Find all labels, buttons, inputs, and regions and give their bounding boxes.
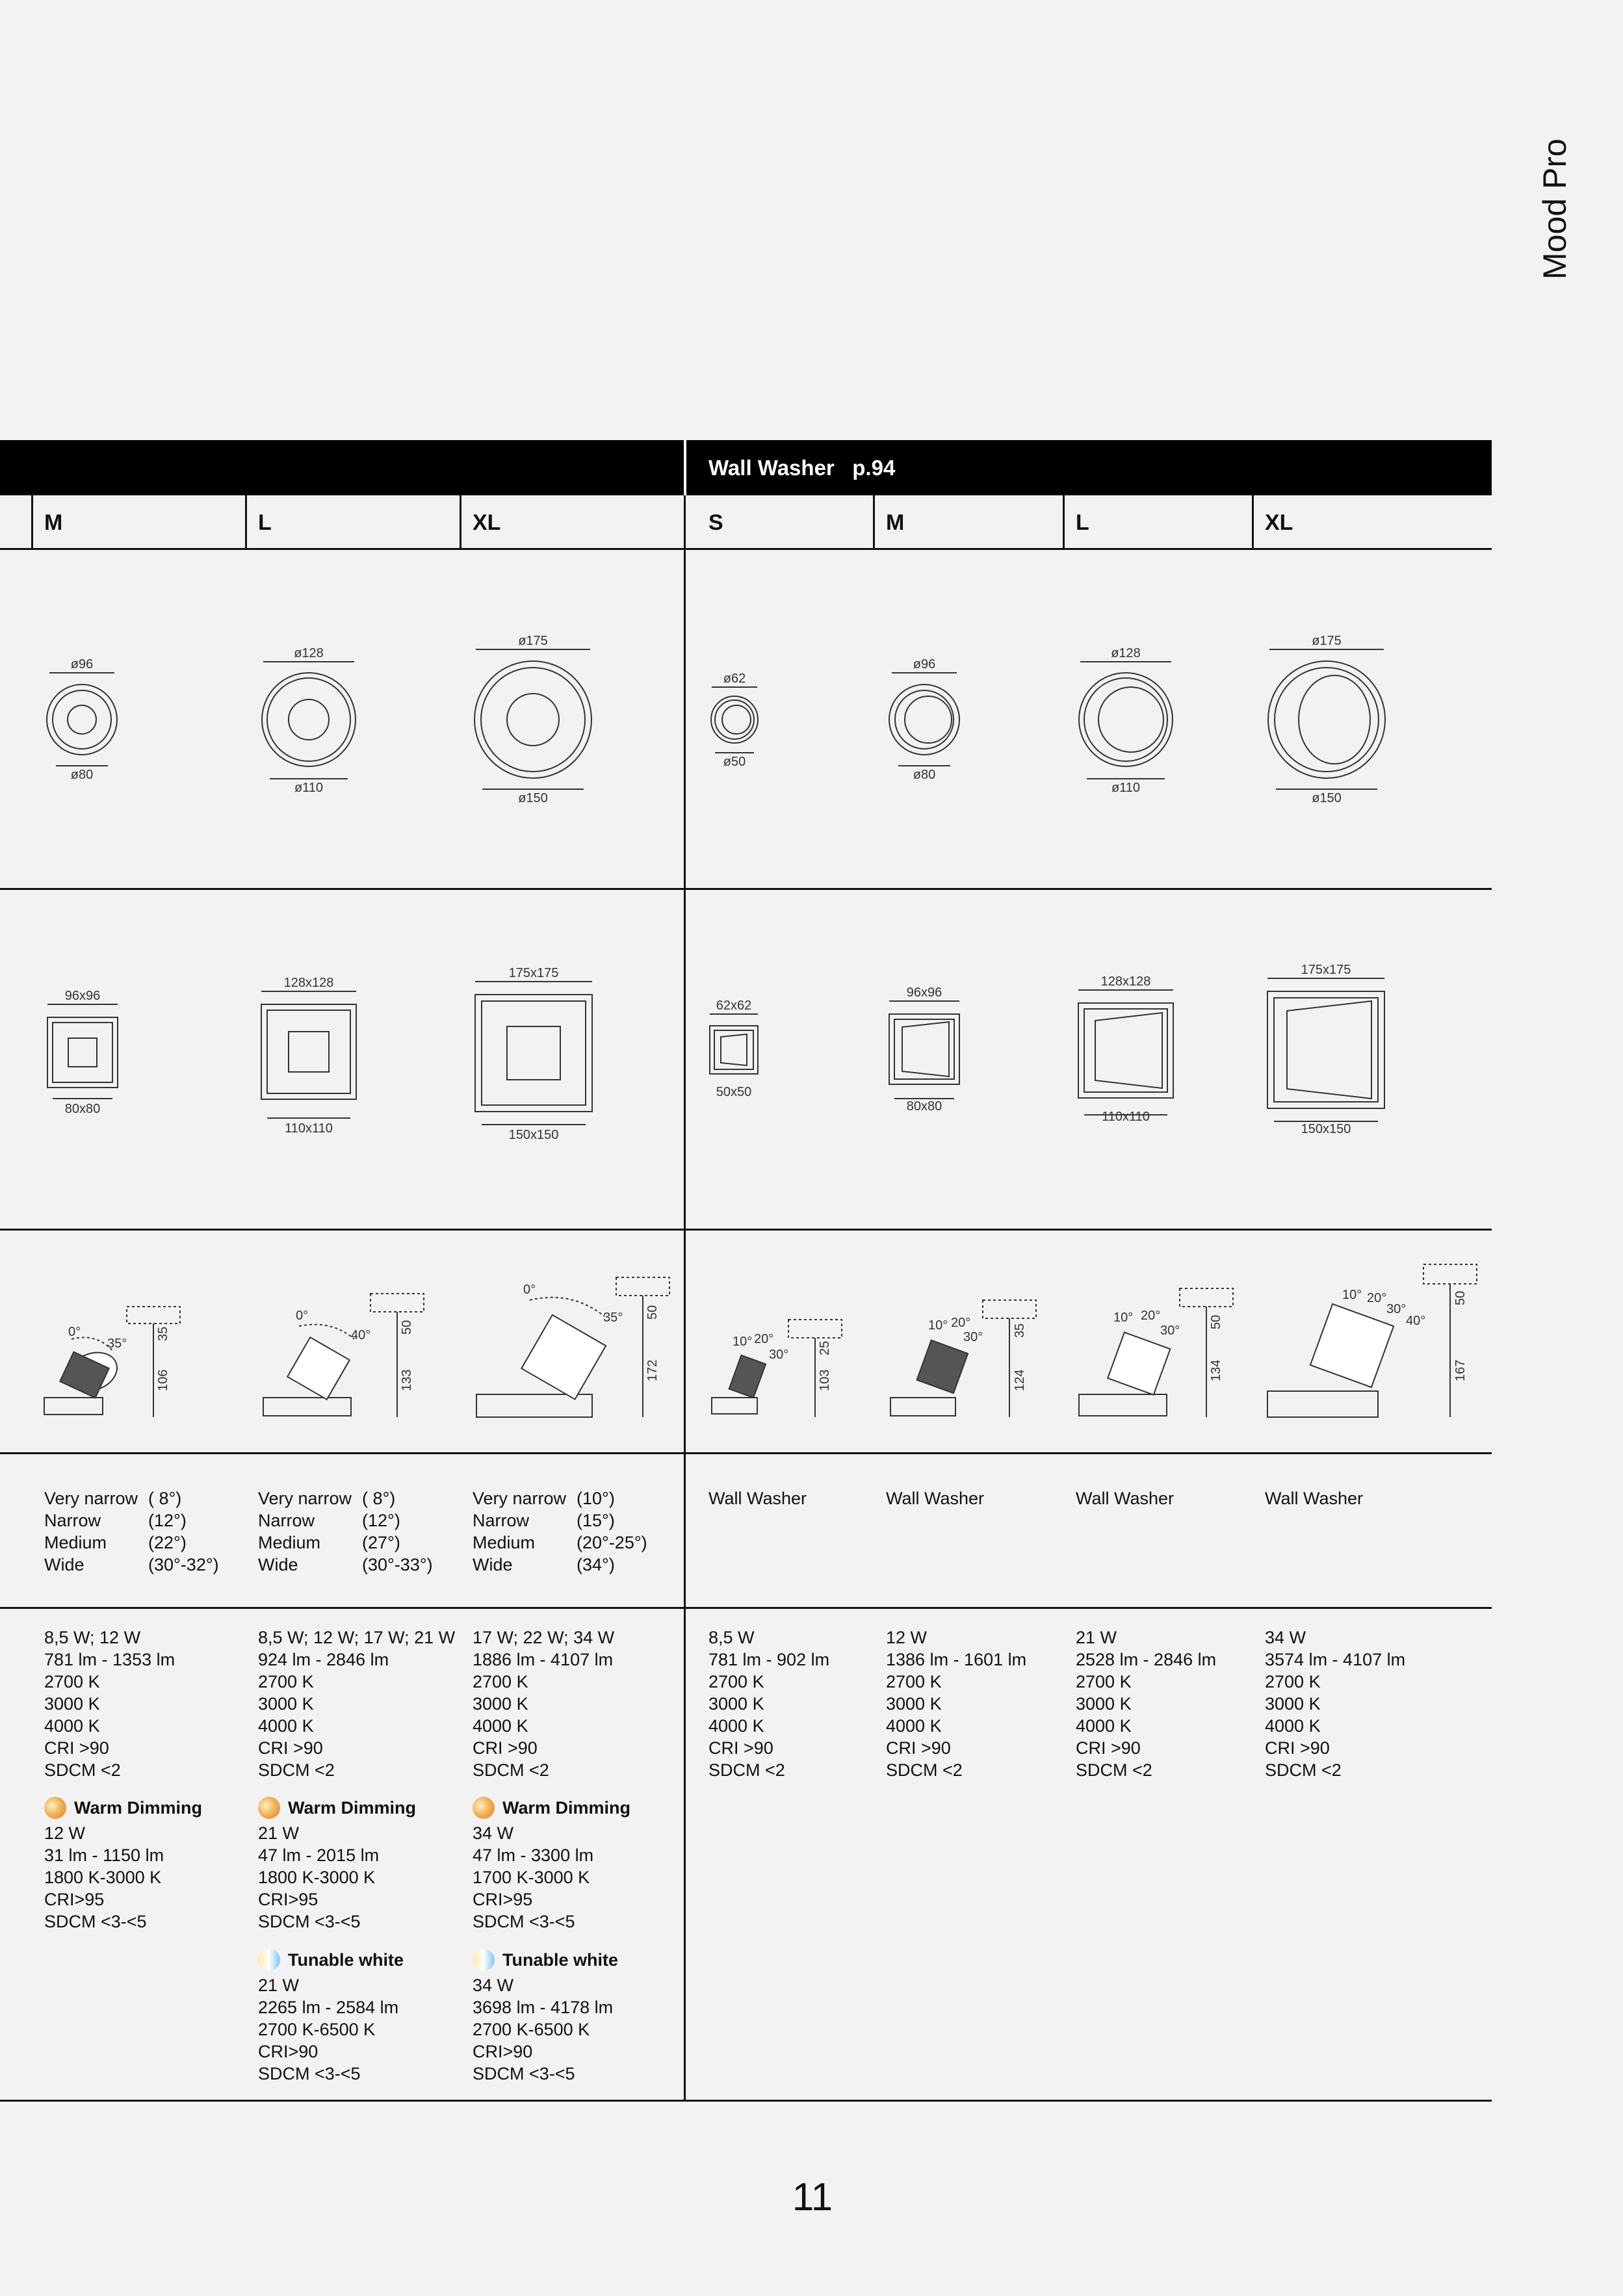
beam-name: Medium — [258, 1533, 321, 1552]
spec-line: SDCM <2 — [1076, 1760, 1152, 1780]
beam-name: Narrow — [473, 1511, 530, 1530]
angle-label: 20° — [1141, 1309, 1161, 1323]
dim-label: 150x150 — [1301, 1122, 1351, 1136]
dim-label: ø80 — [913, 768, 936, 782]
spec-line: 924 lm - 2846 lm — [258, 1650, 389, 1669]
recess-label: 35 — [156, 1326, 170, 1341]
spec-line: SDCM <3-<5 — [473, 2064, 575, 2083]
wall-washer-label: Wall Washer — [1076, 1489, 1175, 1508]
beam-name: Wide — [44, 1555, 84, 1574]
tunable-white-heading — [258, 1948, 404, 1972]
beam-value: (30°-32°) — [148, 1555, 219, 1574]
spec-line: 21 W — [258, 1823, 300, 1843]
spec-line: CRI >90 — [44, 1738, 109, 1758]
angle-label: 40° — [351, 1328, 371, 1342]
spec-line: CRI>95 — [258, 1890, 318, 1909]
spec-line: CRI>90 — [258, 2042, 318, 2061]
spec-line: 2528 lm - 2846 lm — [1076, 1650, 1217, 1669]
wall-washer-label: Wall Washer — [1265, 1489, 1364, 1508]
dim-label: 96x96 — [906, 985, 942, 1000]
round-drawing-ww-s — [711, 687, 758, 753]
spec-line: 1800 K-3000 K — [44, 1868, 162, 1887]
spec-line: 8,5 W; 12 W; 17 W; 21 W — [258, 1628, 456, 1647]
dim-label: ø50 — [723, 755, 746, 769]
round-drawing-ww-m — [889, 673, 959, 766]
column-header-xl: XL — [473, 510, 501, 535]
beam-list-m — [44, 1487, 219, 1576]
spec-line: 4000 K — [258, 1716, 314, 1736]
beam-name: Wide — [258, 1555, 298, 1574]
spec-line: 4000 K — [473, 1716, 528, 1736]
section-drawing-ww-xl — [1267, 1264, 1477, 1417]
tunable-white-label: Tunable white — [288, 1950, 404, 1970]
spec-list-l — [258, 1626, 455, 1781]
spec-line: 3000 K — [708, 1694, 764, 1714]
angle-label: 30° — [1386, 1302, 1407, 1316]
angle-label: 10° — [1342, 1288, 1362, 1302]
square-drawing-ww-l — [1078, 990, 1173, 1115]
column-header-l: L — [258, 510, 272, 535]
spec-line: 2700 K — [44, 1672, 100, 1691]
spec-line: 1700 K-3000 K — [473, 1868, 590, 1887]
spec-list-ww-s — [708, 1626, 829, 1781]
square-drawing-ww-m — [889, 1001, 959, 1099]
dim-label: ø110 — [1111, 781, 1141, 795]
beam-value: (20°-25°) — [577, 1533, 647, 1552]
height-label: 172 — [645, 1359, 660, 1381]
beam-name: Very narrow — [258, 1489, 352, 1508]
beam-value: (12°) — [362, 1511, 400, 1530]
spec-line: 3000 K — [1076, 1694, 1132, 1714]
beam-value: ( 8°) — [148, 1489, 182, 1508]
angle-label: 0° — [68, 1325, 81, 1339]
section-drawing-ww-l — [1079, 1288, 1233, 1417]
spec-line: 781 lm - 1353 lm — [44, 1650, 175, 1669]
spec-line: SDCM <3-<5 — [258, 1912, 361, 1931]
height-label: 103 — [818, 1369, 832, 1391]
beam-value: (27°) — [362, 1533, 400, 1552]
recess-label: 50 — [1453, 1290, 1468, 1305]
spec-list-m — [44, 1626, 175, 1781]
spec-line: CRI>95 — [44, 1890, 105, 1909]
spec-line: 3000 K — [886, 1694, 942, 1714]
spec-line: 31 lm - 1150 lm — [44, 1846, 164, 1865]
spec-line: CRI >90 — [473, 1738, 538, 1758]
spec-line: 17 W; 22 W; 34 W — [473, 1628, 615, 1647]
spec-line: 4000 K — [708, 1716, 764, 1736]
dim-label: 96x96 — [64, 989, 101, 1003]
tunable-white-icon — [258, 1949, 280, 1971]
height-label: 133 — [400, 1369, 414, 1391]
spec-line: SDCM <2 — [708, 1760, 785, 1780]
spec-line: 21 W — [258, 1976, 300, 1995]
angle-label: 0° — [296, 1309, 309, 1323]
warm-dimming-heading — [258, 1795, 416, 1820]
spec-line: SDCM <2 — [258, 1760, 335, 1780]
dim-label: ø150 — [518, 791, 548, 805]
dim-label: 128x128 — [1100, 974, 1151, 989]
spec-line: 3698 lm - 4178 lm — [473, 1998, 614, 2017]
recess-label: 50 — [400, 1320, 414, 1335]
section-drawing-xl — [476, 1277, 669, 1417]
tunable-white-spec-l — [258, 1974, 398, 2085]
spec-line: 2700 K — [1076, 1672, 1132, 1691]
spec-line: 4000 K — [44, 1716, 100, 1736]
spec-line: CRI >90 — [1076, 1738, 1141, 1758]
spec-line: SDCM <2 — [44, 1760, 121, 1780]
beam-list-l — [258, 1487, 433, 1576]
section-drawing-ww-s — [712, 1320, 842, 1417]
round-drawing-m — [47, 673, 117, 766]
warm-dimming-spec-m — [44, 1822, 164, 1933]
dim-label: 50x50 — [716, 1085, 752, 1099]
dim-label: 110x110 — [285, 1121, 333, 1136]
warm-dimming-label: Warm Dimming — [502, 1798, 631, 1818]
warm-dimming-spec-xl — [473, 1822, 593, 1933]
spec-list-ww-m — [886, 1626, 1026, 1781]
spec-line: 2700 K — [708, 1672, 764, 1691]
column-header-ww-l: L — [1076, 510, 1089, 535]
angle-label: 20° — [754, 1332, 774, 1346]
warm-dimming-heading — [473, 1795, 630, 1820]
square-drawing-ww-s — [710, 1014, 758, 1074]
spec-line: CRI >90 — [258, 1738, 323, 1758]
beam-name: Very narrow — [44, 1489, 138, 1508]
spec-line: 1886 lm - 4107 lm — [473, 1650, 614, 1669]
angle-label: 0° — [523, 1283, 536, 1297]
spec-line: 4000 K — [886, 1716, 942, 1736]
angle-label: 30° — [1160, 1324, 1180, 1338]
spec-line: 47 lm - 2015 lm — [258, 1846, 380, 1865]
wall-washer-label: Wall Washer — [708, 1489, 807, 1508]
column-header-ww-s: S — [708, 510, 723, 535]
dim-label: 80x80 — [64, 1102, 101, 1116]
beam-name: Narrow — [258, 1511, 315, 1530]
height-label: 134 — [1209, 1359, 1223, 1381]
dim-label: ø175 — [518, 634, 548, 648]
spec-line: 4000 K — [1076, 1716, 1132, 1736]
square-drawing-m — [47, 1004, 118, 1099]
dim-label: ø110 — [294, 781, 324, 795]
spec-line: 21 W — [1076, 1628, 1117, 1647]
recess-label: 50 — [1209, 1314, 1223, 1329]
dim-label: 62x62 — [716, 998, 752, 1013]
dim-label: 80x80 — [906, 1099, 942, 1114]
recess-label: 50 — [645, 1305, 660, 1320]
beam-value: (15°) — [577, 1511, 615, 1530]
section-drawing-m — [44, 1307, 180, 1417]
spec-line: 2700 K — [886, 1672, 942, 1691]
spec-list-ww-xl — [1265, 1626, 1405, 1781]
dim-label: ø96 — [70, 657, 94, 672]
spec-line: SDCM <3-<5 — [258, 2064, 361, 2083]
spec-line: 12 W — [886, 1628, 928, 1647]
dim-label: ø128 — [294, 646, 324, 660]
height-label: 124 — [1013, 1369, 1027, 1391]
angle-label: 10° — [1113, 1311, 1134, 1325]
square-drawing-l — [261, 991, 356, 1118]
beam-value: ( 8°) — [362, 1489, 396, 1508]
section-drawing-l — [263, 1294, 424, 1417]
beam-value: (12°) — [148, 1511, 187, 1530]
column-header-m: M — [44, 510, 63, 535]
tunable-white-spec-xl — [473, 1974, 613, 2085]
angle-label: 10° — [733, 1335, 753, 1349]
beam-name: Wide — [473, 1555, 513, 1574]
spec-line: SDCM <2 — [473, 1760, 549, 1780]
spec-line: 3000 K — [1265, 1694, 1321, 1714]
spec-line: CRI >90 — [708, 1738, 773, 1758]
spec-line: 34 W — [473, 1976, 514, 1995]
spec-line: CRI>95 — [473, 1890, 533, 1909]
beam-value: (30°-33°) — [362, 1555, 433, 1574]
spec-line: SDCM <2 — [1265, 1760, 1342, 1780]
angle-label: 20° — [951, 1316, 971, 1330]
dim-label: 110x110 — [1102, 1110, 1150, 1124]
spec-line: 3000 K — [44, 1694, 100, 1714]
column-header-ww-xl: XL — [1265, 510, 1293, 535]
warm-dimming-spec-l — [258, 1822, 379, 1933]
beam-value: (10°) — [577, 1489, 615, 1508]
angle-label: 10° — [928, 1318, 948, 1333]
spec-line: CRI>90 — [473, 2042, 533, 2061]
column-header-ww-m: M — [886, 510, 905, 535]
warm-dimming-label: Warm Dimming — [74, 1798, 203, 1818]
square-drawing-xl — [475, 982, 592, 1125]
recess-label: 35 — [1013, 1323, 1027, 1338]
tunable-white-icon — [473, 1949, 495, 1971]
warm-dimming-label: Warm Dimming — [288, 1798, 417, 1818]
dim-label: ø128 — [1111, 646, 1141, 660]
spec-line: 3000 K — [473, 1694, 528, 1714]
spec-line: 3000 K — [258, 1694, 314, 1714]
dim-label: ø62 — [723, 672, 746, 686]
spec-line: 12 W — [44, 1823, 86, 1843]
angle-label: 30° — [963, 1330, 983, 1344]
angle-label: 20° — [1367, 1291, 1387, 1305]
spec-line: SDCM <3-<5 — [44, 1912, 147, 1931]
round-drawing-xl — [474, 649, 591, 789]
spec-line: 2700 K — [1265, 1672, 1321, 1691]
recess-label: 25 — [818, 1340, 832, 1355]
spec-line: 2700 K — [258, 1672, 314, 1691]
spec-line: 4000 K — [1265, 1716, 1321, 1736]
dim-label: ø150 — [1312, 791, 1342, 805]
dim-label: 150x150 — [508, 1128, 559, 1142]
spec-line: SDCM <2 — [886, 1760, 963, 1780]
angle-label: 40° — [1406, 1314, 1426, 1328]
beam-value: (22°) — [148, 1533, 187, 1552]
round-drawing-ww-l — [1079, 662, 1173, 779]
angle-label: 30° — [769, 1348, 789, 1362]
dim-label: 128x128 — [283, 976, 334, 990]
height-label: 167 — [1453, 1359, 1468, 1381]
beam-name: Narrow — [44, 1511, 101, 1530]
wall-washer-label: Wall Washer — [886, 1489, 985, 1508]
dim-label: 175x175 — [508, 966, 559, 980]
warm-dimming-icon — [473, 1797, 495, 1819]
spec-line: CRI >90 — [1265, 1738, 1330, 1758]
warm-dimming-icon — [44, 1797, 66, 1819]
spec-line: 781 lm - 902 lm — [708, 1650, 830, 1669]
square-drawing-ww-xl — [1267, 978, 1384, 1121]
beam-value: (34°) — [577, 1555, 615, 1574]
spec-line: 3574 lm - 4107 lm — [1265, 1650, 1406, 1669]
dim-label: 175x175 — [1301, 963, 1351, 977]
spec-line: 34 W — [473, 1823, 514, 1843]
spec-line: 2700 K-6500 K — [258, 2020, 376, 2039]
warm-dimming-heading — [44, 1795, 202, 1820]
section-title: Wall Washer p.94 — [708, 456, 896, 480]
spec-line: 2265 lm - 2584 lm — [258, 1998, 399, 2017]
spec-line: 1386 lm - 1601 lm — [886, 1650, 1027, 1669]
spec-line: 1800 K-3000 K — [258, 1868, 376, 1887]
tunable-white-heading — [473, 1948, 618, 1972]
side-title: Mood Pro — [1537, 138, 1573, 280]
spec-line: 34 W — [1265, 1628, 1306, 1647]
spec-line: CRI >90 — [886, 1738, 951, 1758]
round-drawing-ww-xl — [1268, 649, 1385, 789]
beam-name: Medium — [473, 1533, 536, 1552]
angle-label: 35° — [603, 1311, 623, 1325]
spec-line: 2700 K-6500 K — [473, 2020, 590, 2039]
round-drawing-l — [262, 662, 356, 779]
height-label: 106 — [156, 1369, 170, 1391]
spec-list-xl — [473, 1626, 614, 1781]
beam-list-xl — [473, 1487, 647, 1576]
beam-name: Medium — [44, 1533, 107, 1552]
tunable-white-label: Tunable white — [502, 1950, 619, 1970]
angle-label: 35° — [107, 1337, 127, 1351]
spec-line: 2700 K — [473, 1672, 528, 1691]
spec-list-ww-l — [1076, 1626, 1216, 1781]
page-number: 11 — [792, 2175, 833, 2219]
dim-label: ø175 — [1312, 634, 1342, 648]
spec-line: 8,5 W — [708, 1628, 755, 1647]
spec-line: SDCM <3-<5 — [473, 1912, 575, 1931]
dim-label: ø96 — [913, 657, 936, 672]
spec-line: 8,5 W; 12 W — [44, 1628, 141, 1647]
dim-label: ø80 — [70, 768, 94, 782]
warm-dimming-icon — [258, 1797, 280, 1819]
spec-line: 47 lm - 3300 lm — [473, 1846, 594, 1865]
beam-name: Very narrow — [473, 1489, 567, 1508]
